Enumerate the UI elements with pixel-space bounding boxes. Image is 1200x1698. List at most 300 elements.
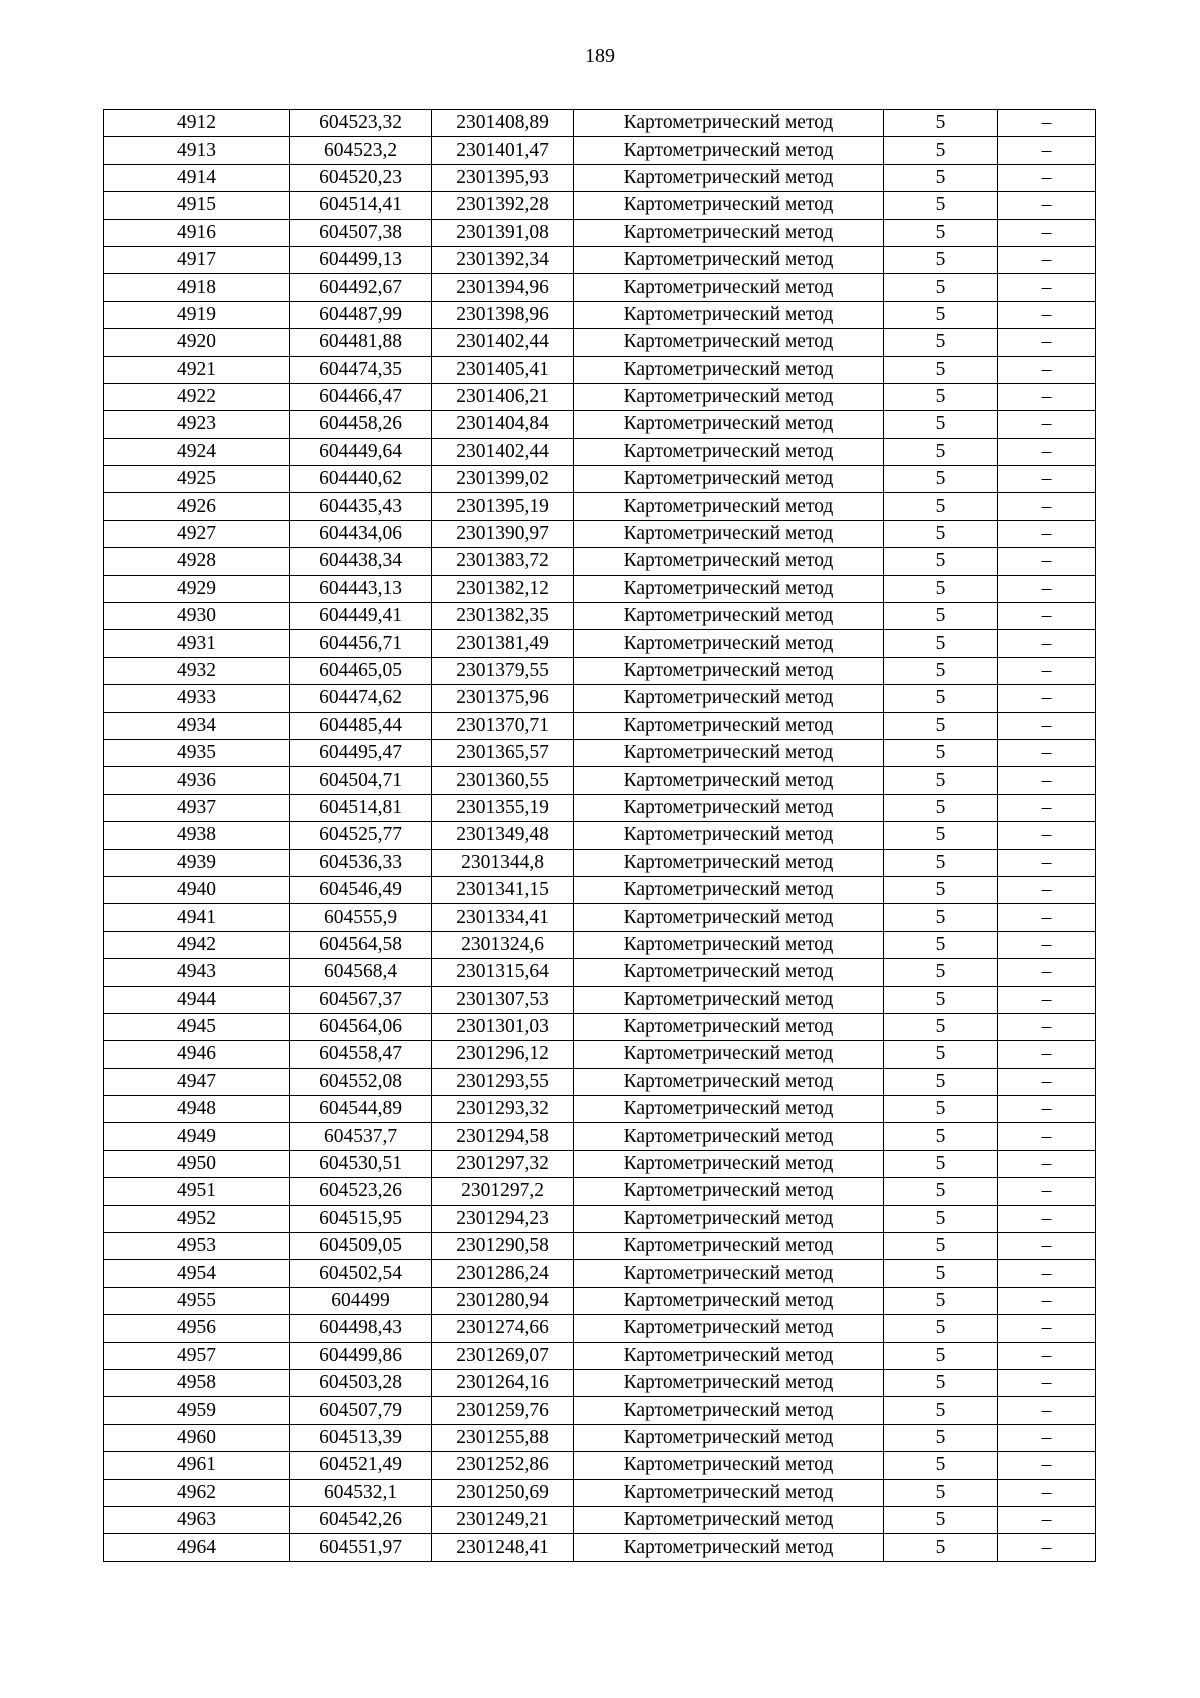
- cell-y: 2301391,08: [432, 219, 574, 246]
- table-row: [104, 164, 1096, 191]
- cell-note: –: [998, 1397, 1096, 1424]
- table-row: [104, 1397, 1096, 1424]
- cell-x: 604523,32: [290, 110, 432, 137]
- cell-note: –: [998, 274, 1096, 301]
- cell-accuracy: 5: [884, 959, 998, 986]
- cell-y: 2301301,03: [432, 1013, 574, 1040]
- cell-x: 604568,4: [290, 959, 432, 986]
- cell-point: 4938: [104, 822, 290, 849]
- cell-note: –: [998, 383, 1096, 410]
- cell-y: 2301297,32: [432, 1150, 574, 1177]
- cell-accuracy: 5: [884, 849, 998, 876]
- cell-accuracy: 5: [884, 1096, 998, 1123]
- cell-x: 604456,71: [290, 630, 432, 657]
- cell-y: 2301390,97: [432, 520, 574, 547]
- cell-accuracy: 5: [884, 274, 998, 301]
- cell-note: –: [998, 192, 1096, 219]
- cell-y: 2301259,76: [432, 1397, 574, 1424]
- cell-y: 2301274,66: [432, 1315, 574, 1342]
- coordinates-table-body: [104, 110, 1096, 1562]
- cell-point: 4956: [104, 1315, 290, 1342]
- cell-y: 2301381,49: [432, 630, 574, 657]
- cell-method: Картометрический метод: [574, 1013, 884, 1040]
- table-row: [104, 1205, 1096, 1232]
- table-row: [104, 1452, 1096, 1479]
- cell-note: –: [998, 685, 1096, 712]
- cell-y: 2301349,48: [432, 822, 574, 849]
- cell-point: 4914: [104, 164, 290, 191]
- cell-method: Картометрический метод: [574, 1233, 884, 1260]
- cell-point: 4924: [104, 438, 290, 465]
- cell-method: Картометрический метод: [574, 1123, 884, 1150]
- table-row: [104, 794, 1096, 821]
- cell-note: –: [998, 1096, 1096, 1123]
- cell-method: Картометрический метод: [574, 1205, 884, 1232]
- table-row: [104, 301, 1096, 328]
- cell-x: 604440,62: [290, 466, 432, 493]
- cell-note: –: [998, 1342, 1096, 1369]
- cell-x: 604552,08: [290, 1068, 432, 1095]
- cell-accuracy: 5: [884, 794, 998, 821]
- cell-accuracy: 5: [884, 438, 998, 465]
- cell-x: 604499: [290, 1287, 432, 1314]
- table-row: [104, 876, 1096, 903]
- cell-note: –: [998, 630, 1096, 657]
- cell-y: 2301399,02: [432, 466, 574, 493]
- cell-point: 4963: [104, 1506, 290, 1533]
- table-row: [104, 657, 1096, 684]
- table-row: [104, 712, 1096, 739]
- cell-note: –: [998, 246, 1096, 273]
- cell-accuracy: 5: [884, 301, 998, 328]
- cell-note: –: [998, 1479, 1096, 1506]
- cell-accuracy: 5: [884, 246, 998, 273]
- cell-x: 604532,1: [290, 1479, 432, 1506]
- cell-accuracy: 5: [884, 986, 998, 1013]
- cell-accuracy: 5: [884, 657, 998, 684]
- cell-x: 604546,49: [290, 876, 432, 903]
- cell-point: 4945: [104, 1013, 290, 1040]
- cell-note: –: [998, 466, 1096, 493]
- cell-x: 604474,62: [290, 685, 432, 712]
- table-row: [104, 931, 1096, 958]
- cell-x: 604530,51: [290, 1150, 432, 1177]
- cell-point: 4923: [104, 411, 290, 438]
- cell-accuracy: 5: [884, 876, 998, 903]
- cell-y: 2301404,84: [432, 411, 574, 438]
- cell-accuracy: 5: [884, 329, 998, 356]
- cell-y: 2301341,15: [432, 876, 574, 903]
- cell-point: 4937: [104, 794, 290, 821]
- cell-method: Картометрический метод: [574, 657, 884, 684]
- cell-method: Картометрический метод: [574, 219, 884, 246]
- cell-accuracy: 5: [884, 1287, 998, 1314]
- cell-method: Картометрический метод: [574, 329, 884, 356]
- cell-note: –: [998, 931, 1096, 958]
- cell-method: Картометрический метод: [574, 1534, 884, 1561]
- cell-note: –: [998, 520, 1096, 547]
- cell-x: 604555,9: [290, 904, 432, 931]
- cell-note: –: [998, 575, 1096, 602]
- cell-note: –: [998, 219, 1096, 246]
- cell-note: –: [998, 1123, 1096, 1150]
- table-row: [104, 493, 1096, 520]
- cell-method: Картометрический метод: [574, 110, 884, 137]
- cell-point: 4959: [104, 1397, 290, 1424]
- cell-note: –: [998, 1150, 1096, 1177]
- cell-point: 4950: [104, 1150, 290, 1177]
- table-row: [104, 192, 1096, 219]
- cell-y: 2301408,89: [432, 110, 574, 137]
- cell-method: Картометрический метод: [574, 1452, 884, 1479]
- cell-note: –: [998, 110, 1096, 137]
- cell-point: 4942: [104, 931, 290, 958]
- table-row: [104, 986, 1096, 1013]
- cell-y: 2301290,58: [432, 1233, 574, 1260]
- table-row: [104, 411, 1096, 438]
- cell-accuracy: 5: [884, 603, 998, 630]
- table-row: [104, 520, 1096, 547]
- cell-y: 2301395,93: [432, 164, 574, 191]
- cell-accuracy: 5: [884, 219, 998, 246]
- cell-x: 604558,47: [290, 1041, 432, 1068]
- table-row: [104, 1123, 1096, 1150]
- cell-y: 2301392,34: [432, 246, 574, 273]
- cell-x: 604523,26: [290, 1178, 432, 1205]
- cell-note: –: [998, 411, 1096, 438]
- table-row: [104, 246, 1096, 273]
- cell-method: Картометрический метод: [574, 575, 884, 602]
- cell-point: 4932: [104, 657, 290, 684]
- cell-point: 4917: [104, 246, 290, 273]
- cell-accuracy: 5: [884, 575, 998, 602]
- cell-note: –: [998, 739, 1096, 766]
- table-row: [104, 959, 1096, 986]
- cell-y: 2301382,35: [432, 603, 574, 630]
- cell-method: Картометрический метод: [574, 1424, 884, 1451]
- table-row: [104, 466, 1096, 493]
- cell-point: 4955: [104, 1287, 290, 1314]
- cell-x: 604503,28: [290, 1369, 432, 1396]
- cell-y: 2301398,96: [432, 301, 574, 328]
- cell-x: 604509,05: [290, 1233, 432, 1260]
- cell-y: 2301294,23: [432, 1205, 574, 1232]
- table-row: [104, 575, 1096, 602]
- cell-note: –: [998, 1041, 1096, 1068]
- cell-method: Картометрический метод: [574, 849, 884, 876]
- cell-point: 4960: [104, 1424, 290, 1451]
- cell-point: 4953: [104, 1233, 290, 1260]
- cell-x: 604507,38: [290, 219, 432, 246]
- table-row: [104, 849, 1096, 876]
- cell-method: Картометрический метод: [574, 931, 884, 958]
- cell-method: Картометрический метод: [574, 137, 884, 164]
- cell-y: 2301382,12: [432, 575, 574, 602]
- cell-method: Картометрический метод: [574, 1068, 884, 1095]
- cell-y: 2301250,69: [432, 1479, 574, 1506]
- cell-point: 4957: [104, 1342, 290, 1369]
- cell-x: 604521,49: [290, 1452, 432, 1479]
- cell-point: 4941: [104, 904, 290, 931]
- cell-x: 604551,97: [290, 1534, 432, 1561]
- cell-x: 604525,77: [290, 822, 432, 849]
- cell-x: 604537,7: [290, 1123, 432, 1150]
- cell-point: 4947: [104, 1068, 290, 1095]
- cell-note: –: [998, 493, 1096, 520]
- cell-accuracy: 5: [884, 1013, 998, 1040]
- cell-x: 604499,86: [290, 1342, 432, 1369]
- cell-note: –: [998, 876, 1096, 903]
- cell-accuracy: 5: [884, 1534, 998, 1561]
- cell-method: Картометрический метод: [574, 356, 884, 383]
- cell-point: 4964: [104, 1534, 290, 1561]
- cell-y: 2301406,21: [432, 383, 574, 410]
- cell-accuracy: 5: [884, 1068, 998, 1095]
- cell-y: 2301252,86: [432, 1452, 574, 1479]
- cell-note: –: [998, 164, 1096, 191]
- cell-note: –: [998, 1534, 1096, 1561]
- cell-accuracy: 5: [884, 904, 998, 931]
- cell-point: 4958: [104, 1369, 290, 1396]
- cell-x: 604498,43: [290, 1315, 432, 1342]
- cell-x: 604514,81: [290, 794, 432, 821]
- cell-accuracy: 5: [884, 520, 998, 547]
- cell-x: 604544,89: [290, 1096, 432, 1123]
- cell-note: –: [998, 1452, 1096, 1479]
- cell-note: –: [998, 1424, 1096, 1451]
- cell-note: –: [998, 1205, 1096, 1232]
- cell-point: 4948: [104, 1096, 290, 1123]
- cell-note: –: [998, 986, 1096, 1013]
- cell-x: 604485,44: [290, 712, 432, 739]
- cell-x: 604438,34: [290, 548, 432, 575]
- cell-x: 604523,2: [290, 137, 432, 164]
- cell-method: Картометрический метод: [574, 164, 884, 191]
- cell-accuracy: 5: [884, 739, 998, 766]
- cell-method: Картометрический метод: [574, 192, 884, 219]
- cell-x: 604564,58: [290, 931, 432, 958]
- cell-x: 604499,13: [290, 246, 432, 273]
- cell-method: Картометрический метод: [574, 794, 884, 821]
- cell-note: –: [998, 1178, 1096, 1205]
- cell-point: 4913: [104, 137, 290, 164]
- cell-point: 4929: [104, 575, 290, 602]
- cell-method: Картометрический метод: [574, 274, 884, 301]
- cell-accuracy: 5: [884, 1397, 998, 1424]
- cell-accuracy: 5: [884, 548, 998, 575]
- cell-note: –: [998, 329, 1096, 356]
- cell-x: 604435,43: [290, 493, 432, 520]
- cell-point: 4926: [104, 493, 290, 520]
- cell-note: –: [998, 301, 1096, 328]
- cell-method: Картометрический метод: [574, 603, 884, 630]
- cell-point: 4949: [104, 1123, 290, 1150]
- cell-point: 4944: [104, 986, 290, 1013]
- cell-accuracy: 5: [884, 931, 998, 958]
- cell-point: 4916: [104, 219, 290, 246]
- cell-accuracy: 5: [884, 1315, 998, 1342]
- cell-x: 604502,54: [290, 1260, 432, 1287]
- cell-method: Картометрический метод: [574, 466, 884, 493]
- cell-y: 2301248,41: [432, 1534, 574, 1561]
- cell-y: 2301324,6: [432, 931, 574, 958]
- cell-y: 2301392,28: [432, 192, 574, 219]
- cell-point: 4922: [104, 383, 290, 410]
- cell-x: 604564,06: [290, 1013, 432, 1040]
- cell-y: 2301269,07: [432, 1342, 574, 1369]
- table-row: [104, 438, 1096, 465]
- cell-method: Картометрический метод: [574, 959, 884, 986]
- cell-point: 4930: [104, 603, 290, 630]
- cell-y: 2301401,47: [432, 137, 574, 164]
- cell-point: 4940: [104, 876, 290, 903]
- cell-y: 2301297,2: [432, 1178, 574, 1205]
- cell-y: 2301344,8: [432, 849, 574, 876]
- cell-y: 2301355,19: [432, 794, 574, 821]
- cell-x: 604536,33: [290, 849, 432, 876]
- cell-note: –: [998, 438, 1096, 465]
- cell-y: 2301379,55: [432, 657, 574, 684]
- table-row: [104, 329, 1096, 356]
- cell-y: 2301405,41: [432, 356, 574, 383]
- cell-point: 4928: [104, 548, 290, 575]
- cell-point: 4920: [104, 329, 290, 356]
- cell-y: 2301365,57: [432, 739, 574, 766]
- cell-accuracy: 5: [884, 1150, 998, 1177]
- cell-note: –: [998, 904, 1096, 931]
- cell-method: Картометрический метод: [574, 1150, 884, 1177]
- cell-y: 2301375,96: [432, 685, 574, 712]
- table-row: [104, 1096, 1096, 1123]
- table-row: [104, 767, 1096, 794]
- cell-y: 2301264,16: [432, 1369, 574, 1396]
- cell-note: –: [998, 657, 1096, 684]
- cell-note: –: [998, 794, 1096, 821]
- cell-method: Картометрический метод: [574, 685, 884, 712]
- cell-point: 4921: [104, 356, 290, 383]
- table-row: [104, 603, 1096, 630]
- cell-y: 2301293,32: [432, 1096, 574, 1123]
- cell-x: 604443,13: [290, 575, 432, 602]
- cell-point: 4952: [104, 1205, 290, 1232]
- cell-y: 2301293,55: [432, 1068, 574, 1095]
- cell-method: Картометрический метод: [574, 1096, 884, 1123]
- cell-y: 2301296,12: [432, 1041, 574, 1068]
- cell-note: –: [998, 1013, 1096, 1040]
- cell-method: Картометрический метод: [574, 1287, 884, 1314]
- cell-method: Картометрический метод: [574, 1315, 884, 1342]
- cell-note: –: [998, 1287, 1096, 1314]
- cell-accuracy: 5: [884, 1178, 998, 1205]
- cell-y: 2301315,64: [432, 959, 574, 986]
- cell-method: Картометрический метод: [574, 767, 884, 794]
- table-row: [104, 383, 1096, 410]
- table-row: [104, 630, 1096, 657]
- cell-note: –: [998, 356, 1096, 383]
- cell-x: 604520,23: [290, 164, 432, 191]
- cell-point: 4927: [104, 520, 290, 547]
- cell-x: 604458,26: [290, 411, 432, 438]
- cell-x: 604507,79: [290, 1397, 432, 1424]
- cell-method: Картометрический метод: [574, 1260, 884, 1287]
- cell-note: –: [998, 1369, 1096, 1396]
- cell-method: Картометрический метод: [574, 986, 884, 1013]
- cell-y: 2301370,71: [432, 712, 574, 739]
- table-row: [104, 1041, 1096, 1068]
- cell-accuracy: 5: [884, 1342, 998, 1369]
- table-row: [104, 110, 1096, 137]
- cell-accuracy: 5: [884, 493, 998, 520]
- cell-point: 4931: [104, 630, 290, 657]
- table-row: [104, 739, 1096, 766]
- cell-point: 4919: [104, 301, 290, 328]
- cell-point: 4939: [104, 849, 290, 876]
- cell-y: 2301402,44: [432, 438, 574, 465]
- cell-x: 604504,71: [290, 767, 432, 794]
- cell-accuracy: 5: [884, 383, 998, 410]
- cell-accuracy: 5: [884, 822, 998, 849]
- cell-point: 4951: [104, 1178, 290, 1205]
- cell-method: Картометрический метод: [574, 1342, 884, 1369]
- table-row: [104, 904, 1096, 931]
- table-row: [104, 1315, 1096, 1342]
- cell-method: Картометрический метод: [574, 383, 884, 410]
- cell-method: Картометрический метод: [574, 1178, 884, 1205]
- cell-point: 4962: [104, 1479, 290, 1506]
- cell-y: 2301360,55: [432, 767, 574, 794]
- cell-x: 604474,35: [290, 356, 432, 383]
- cell-point: 4912: [104, 110, 290, 137]
- table-row: [104, 1506, 1096, 1533]
- table-row: [104, 1013, 1096, 1040]
- cell-x: 604449,41: [290, 603, 432, 630]
- cell-note: –: [998, 1233, 1096, 1260]
- cell-point: 4918: [104, 274, 290, 301]
- table-row: [104, 1534, 1096, 1561]
- cell-accuracy: 5: [884, 1260, 998, 1287]
- table-row: [104, 274, 1096, 301]
- cell-accuracy: 5: [884, 356, 998, 383]
- cell-x: 604567,37: [290, 986, 432, 1013]
- cell-y: 2301294,58: [432, 1123, 574, 1150]
- cell-note: –: [998, 1260, 1096, 1287]
- cell-accuracy: 5: [884, 1506, 998, 1533]
- cell-method: Картометрический метод: [574, 548, 884, 575]
- cell-x: 604466,47: [290, 383, 432, 410]
- cell-x: 604513,39: [290, 1424, 432, 1451]
- cell-x: 604515,95: [290, 1205, 432, 1232]
- cell-point: 4934: [104, 712, 290, 739]
- cell-point: 4946: [104, 1041, 290, 1068]
- cell-note: –: [998, 548, 1096, 575]
- cell-point: 4933: [104, 685, 290, 712]
- cell-x: 604465,05: [290, 657, 432, 684]
- table-row: [104, 1424, 1096, 1451]
- cell-method: Картометрический метод: [574, 301, 884, 328]
- cell-accuracy: 5: [884, 466, 998, 493]
- cell-x: 604514,41: [290, 192, 432, 219]
- cell-note: –: [998, 603, 1096, 630]
- cell-accuracy: 5: [884, 1369, 998, 1396]
- cell-method: Картометрический метод: [574, 876, 884, 903]
- table-row: [104, 1287, 1096, 1314]
- cell-method: Картометрический метод: [574, 493, 884, 520]
- cell-x: 604492,67: [290, 274, 432, 301]
- cell-method: Картометрический метод: [574, 520, 884, 547]
- cell-method: Картометрический метод: [574, 438, 884, 465]
- page-number: 189: [585, 45, 615, 67]
- cell-point: 4925: [104, 466, 290, 493]
